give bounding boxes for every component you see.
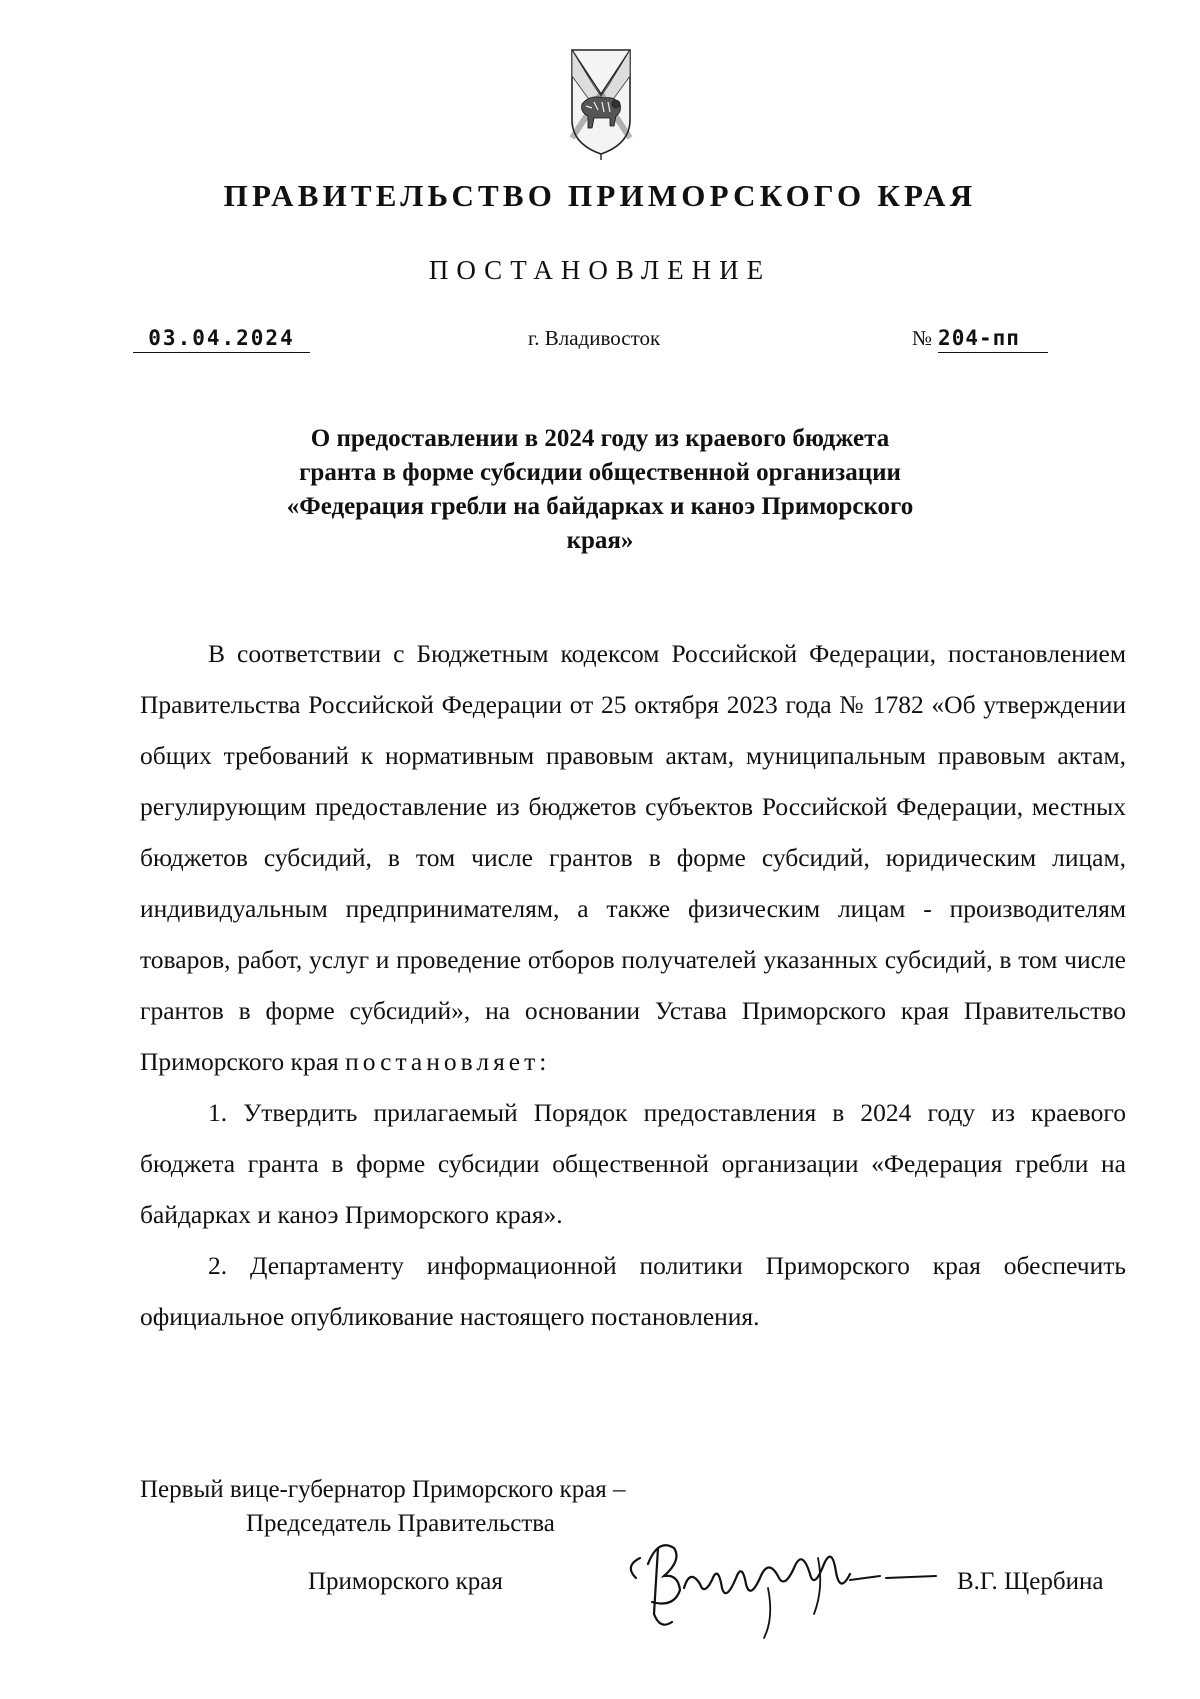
number-sign: № — [912, 326, 933, 350]
coat-of-arms-emblem — [568, 46, 634, 162]
subject-line: края» — [566, 527, 634, 554]
signatory-position-line3: Приморского края — [308, 1568, 503, 1595]
document-city: г. Владивосток — [528, 326, 661, 350]
signatory-position-line2: Председатель Правительства — [246, 1510, 555, 1537]
signatory-name: В.Г. Щербина — [957, 1568, 1104, 1595]
preamble-text: В соответствии с Бюджетным кодексом Российской Федерации, постановлением Правительства Российской Федерации от 25 октября 2023 года № 1782 «Об утверждении общих требований к нормативным правовым актам, муниципальным правовым актам, регулирующим предоставление из бюджетов субъектов Российской Федерации, местных бюджетов субсидий, в том числе грантов в форме субсидий, юридическим лицам, индивидуальным предпринимателям, а также физическим лицам - производителям товаров, работ, услуг и проведение отборов получателей указанных субсидий, в том числе грантов в форме субсидий», на основании Устава Приморского края Правительство Приморского края — [140, 639, 1126, 1076]
subject-line: О предоставлении в 2024 году из краевого бюджета — [310, 425, 890, 452]
document-type-title: ПОСТАНОВЛЕНИЕ — [428, 255, 772, 285]
signatory-position-line1: Первый вице-губернатор Приморского края – — [140, 1476, 626, 1503]
decree-word: постановляет: — [345, 1047, 551, 1076]
subject-line: «Федерация гребли на байдарках и каноэ Приморского — [286, 493, 914, 520]
handwritten-signature — [618, 1518, 938, 1642]
item-1-paragraph: 1. Утвердить прилагаемый Порядок предоставления в 2024 году из краевого бюджета гранта в форме субсидии общественной организации «Федерация гребли на байдарках и каноэ Приморского края». — [140, 1098, 1126, 1229]
item-2-paragraph: 2. Департаменту информационной политики Приморского края обеспечить официальное опубликование настоящего постановления. — [140, 1251, 1126, 1331]
subject-line: гранта в форме субсидии общественной организации — [299, 459, 901, 486]
government-title: ПРАВИТЕЛЬСТВО ПРИМОРСКОГО КРАЯ — [223, 178, 977, 213]
document-number: 204-пп — [938, 326, 1048, 353]
document-subject — [220, 422, 980, 558]
document-date: 03.04.2024 — [133, 326, 310, 353]
preamble-paragraph — [140, 628, 1126, 1087]
document-number-block — [912, 326, 1048, 353]
document-body — [140, 628, 1126, 1342]
